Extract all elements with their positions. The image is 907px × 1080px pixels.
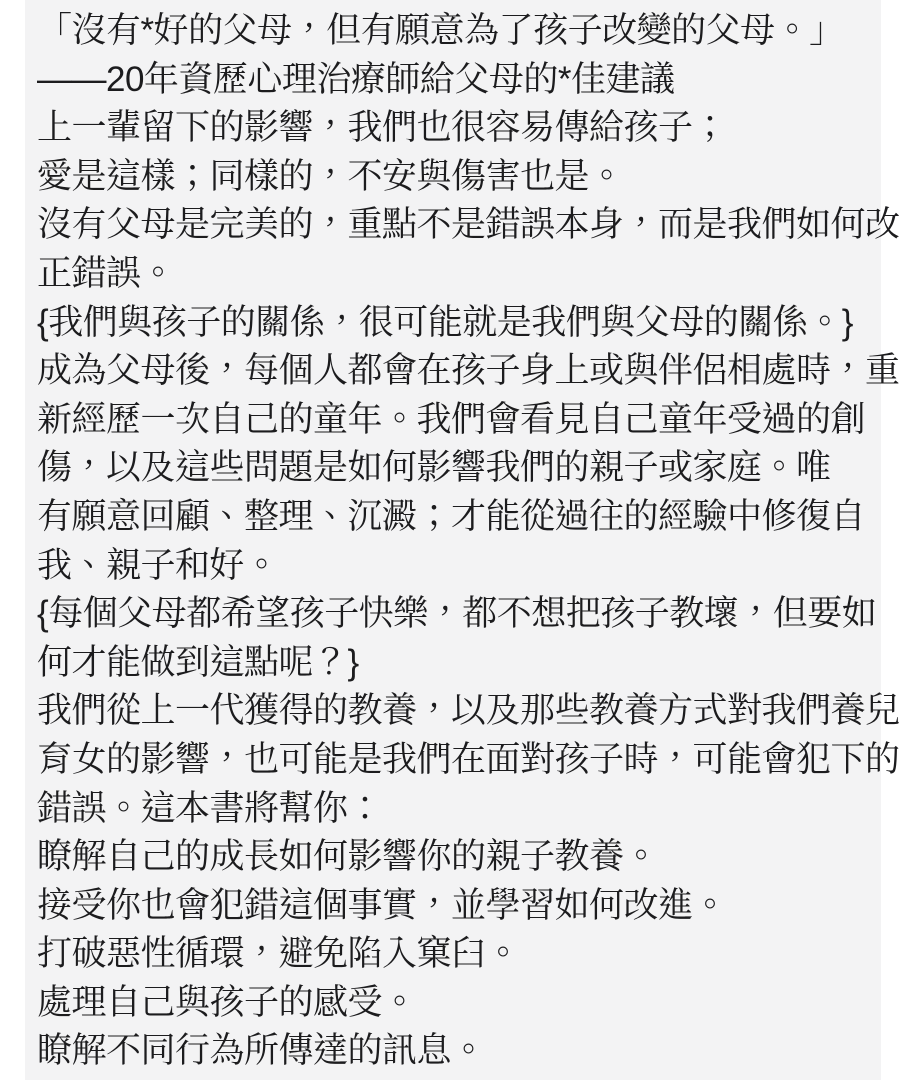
text-line-bullet: 處理自己與孩子的感受。 xyxy=(37,982,417,1022)
text-line-bullet: 瞭解不同行為所傳達的訊息。 xyxy=(37,1031,486,1071)
text-line-brace-quote: {我們與孩子的關係，很可能就是我們與父母的關係。} xyxy=(37,302,853,342)
text-line: 我、親子和好。 xyxy=(37,545,279,585)
text-line: 愛是這樣；同樣的，不安與傷害也是。 xyxy=(37,156,624,196)
text-line-bullet: 打破惡性循環，避免陷入窠臼。 xyxy=(37,934,521,974)
text-line-quote: 「沒有*好的父母，但有願意為了孩子改變的父母。」 xyxy=(37,11,844,50)
text-line: 沒有父母是完美的，重點不是錯誤本身，而是我們如何改 xyxy=(37,205,900,245)
text-line: 何才能做到這點呢？} xyxy=(37,642,359,682)
text-line-bullet: 接受你也會犯錯這個事實，並學習如何改進。 xyxy=(37,885,728,925)
text-line-brace-quote: {每個父母都希望孩子快樂，都不想把孩子教壞，但要如 xyxy=(37,594,877,634)
text-line: 上一輩留下的影響，我們也很容易傳給孩子； xyxy=(37,108,728,148)
text-line-attribution: ——20年資歷心理治療師給父母的*佳建議 xyxy=(37,59,675,99)
text-line: 傷，以及這些問題是如何影響我們的親子或家庭。唯 xyxy=(37,448,831,488)
text-line: 新經歷一次自己的童年。我們會看見自己童年受過的創 xyxy=(37,399,866,439)
text-line-bullet: 瞭解自己的成長如何影響你的親子教養。 xyxy=(37,837,659,877)
text-line: 成為父母後，每個人都會在孩子身上或與伴侶相處時，重 xyxy=(37,351,900,391)
text-document-panel xyxy=(25,0,900,1080)
text-line: 錯誤。這本書將幫你： xyxy=(37,788,383,828)
text-line: 正錯誤。 xyxy=(37,253,176,293)
text-line: 育女的影響，也可能是我們在面對孩子時，可能會犯下的 xyxy=(37,739,900,779)
text-line: 有願意回顧、整理、沉澱；才能從過往的經驗中修復自 xyxy=(37,496,866,536)
text-line: 我們從上一代獲得的教養，以及那些教養方式對我們養兒 xyxy=(37,691,900,731)
